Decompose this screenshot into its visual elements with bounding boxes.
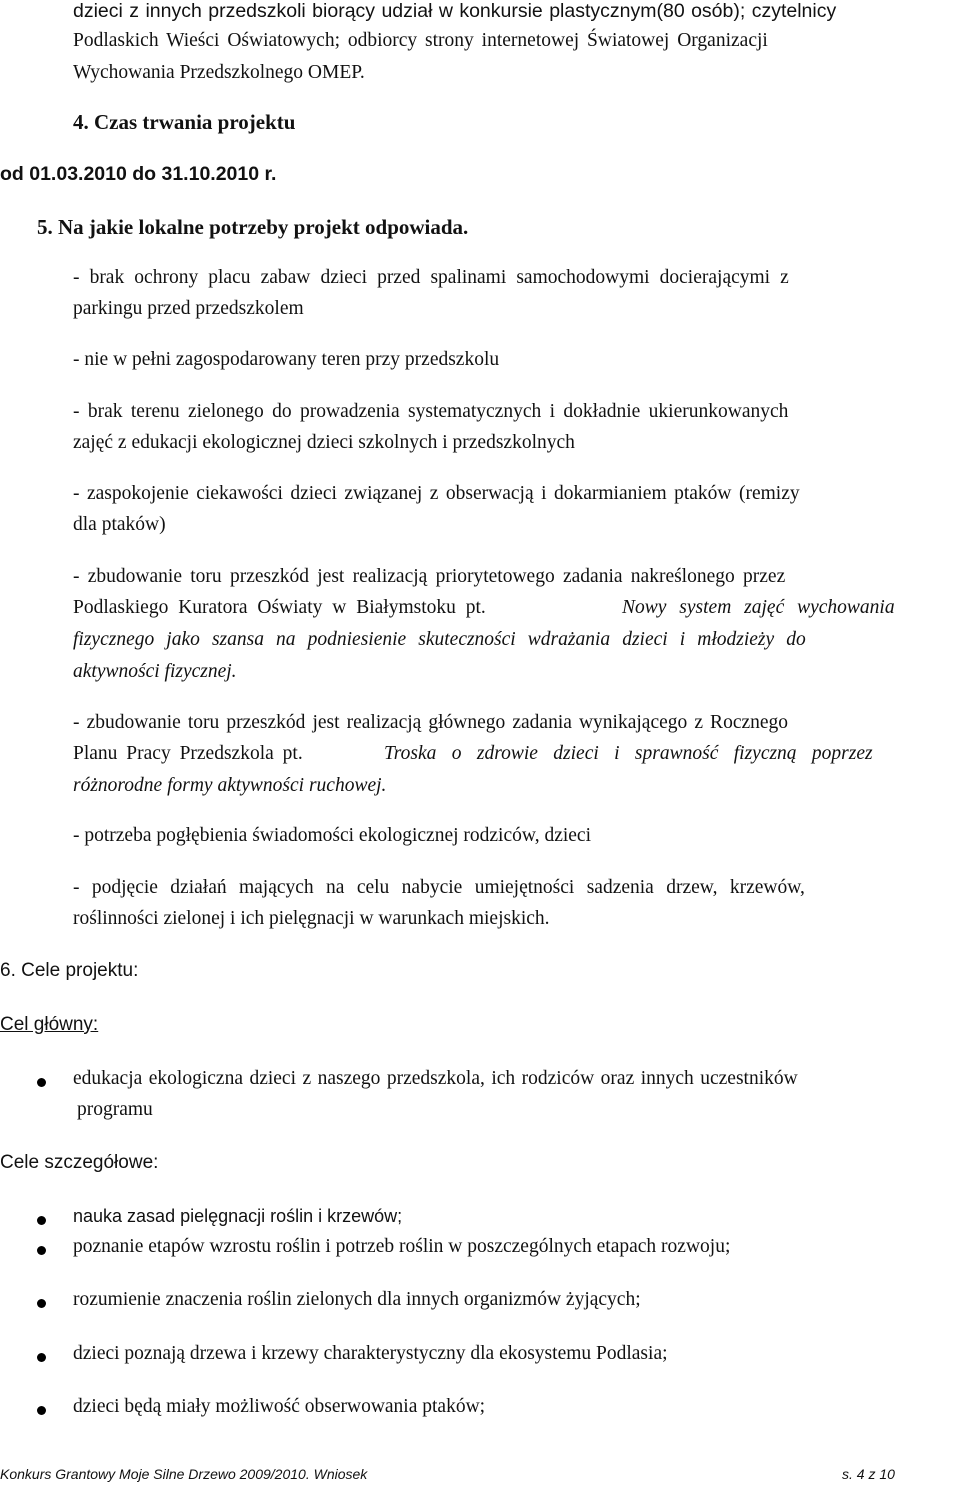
- bullet-icon: [37, 1406, 46, 1415]
- need-item-5-line-2b: [622, 597, 895, 619]
- section-6-heading: 6. Cele projektu:: [0, 960, 139, 981]
- need-item-4-line-2: dla ptaków): [73, 514, 166, 535]
- section-5-heading: 5. Na jakie lokalne potrzeby projekt odpowiada.: [37, 215, 469, 239]
- need-item-6-line-2b: [384, 743, 873, 765]
- need-item-1-line-2: parkingu przed przedszkolem: [73, 298, 304, 319]
- detailed-goal-2: poznanie etapów wzrostu roślin i potrzeb roślin w poszczególnych etapach rozwoju;: [73, 1236, 731, 1257]
- detailed-goal-5: dzieci będą miały możliwość obserwowania ptaków;: [73, 1396, 486, 1417]
- need-item-8-line-2: roślinności zielonej i ich pielęgnacji w warunkach miejskich.: [73, 908, 550, 929]
- need-item-4-line-1: - zaspokojenie ciekawości dzieci związanej z obserwacją i dokarmianiem ptaków (remizy: [73, 483, 800, 504]
- footer-left: Konkurs Grantowy Moje Silne Drzewo 2009/2010. Wniosek: [0, 1466, 368, 1482]
- need-item-6-title-part-1: Troska o zdrowie dzieci i sprawność fizyczną poprzez: [384, 743, 873, 764]
- main-goal-line-2: programu: [77, 1099, 153, 1120]
- bullet-icon: [37, 1216, 46, 1225]
- need-item-3-line-1: - brak terenu zielonego do prowadzenia systematycznych i dokładnie ukierunkowanych: [73, 401, 789, 422]
- need-item-5-line-3: [73, 629, 806, 651]
- need-item-6-line-1: - zbudowanie toru przeszkód jest realizacją głównego zadania wynikającego z Rocznego: [73, 712, 789, 733]
- need-item-1-line-1: - brak ochrony placu zabaw dzieci przed spalinami samochodowymi docierającymi z: [73, 267, 789, 288]
- main-goal-line-1: edukacja ekologiczna dzieci z naszego przedszkola, ich rodziców oraz innych uczestników: [73, 1068, 798, 1089]
- section-4-heading: 4. Czas trwania projektu: [73, 110, 296, 134]
- bullet-icon: [37, 1299, 46, 1308]
- need-item-6-line-2a: Planu Pracy Przedszkola pt.: [73, 743, 303, 764]
- need-item-8-line-1: - podjęcie działań mających na celu nabycie umiejętności sadzenia drzew, krzewów,: [73, 877, 805, 898]
- need-item-5-title-part-2: fizycznego jako szansa na podniesienie skuteczności wdrażania dzieci i młodzieży do: [73, 629, 806, 650]
- need-item-7: - potrzeba pogłębienia świadomości ekologicznej rodziców, dzieci: [73, 825, 591, 846]
- intro-line-1: dzieci z innych przedszkoli biorący udział w konkursie plastycznym(80 osób); czytelnicy: [73, 0, 837, 22]
- bullet-icon: [37, 1078, 46, 1087]
- need-item-2: - nie w pełni zagospodarowany teren przy przedszkolu: [73, 349, 500, 370]
- section-4-value: od 01.03.2010 do 31.10.2010 r.: [0, 163, 277, 185]
- bullet-icon: [37, 1353, 46, 1362]
- bullet-icon: [37, 1246, 46, 1255]
- need-item-5-line-1: - zbudowanie toru przeszkód jest realizacją priorytetowego zadania nakreślonego przez: [73, 566, 786, 587]
- detailed-goal-4: dzieci poznają drzewa i krzewy charakterystyczny dla ekosystemu Podlasia;: [73, 1343, 668, 1364]
- need-item-3-line-2: zajęć z edukacji ekologicznej dzieci szkolnych i przedszkolnych: [73, 432, 575, 453]
- detailed-goals-label: Cele szczegółowe:: [0, 1152, 159, 1173]
- intro-line-2: Podlaskich Wieści Oświatowych; odbiorcy strony internetowej Światowej Organizacji: [73, 30, 768, 51]
- need-item-5-title-part-1: Nowy system zajęć wychowania: [622, 597, 895, 618]
- intro-line-3: Wychowania Przedszkolnego OMEP.: [73, 62, 365, 83]
- main-goal-label: Cel główny:: [0, 1014, 99, 1035]
- detailed-goal-3: rozumienie znaczenia roślin zielonych dla innych organizmów żyjących;: [73, 1289, 641, 1310]
- need-item-6-title-part-2: różnorodne formy aktywności ruchowej.: [73, 775, 387, 796]
- need-item-5-title-part-3: aktywności fizycznej.: [73, 661, 237, 682]
- need-item-6-line-3: [73, 775, 386, 797]
- page-number: s. 4 z 10: [842, 1466, 895, 1482]
- detailed-goal-1: nauka zasad pielęgnacji roślin i krzewów;: [73, 1206, 403, 1226]
- need-item-5-line-2a: Podlaskiego Kuratora Oświaty w Białymstoku pt.: [73, 597, 486, 618]
- need-item-5-line-4: [73, 661, 237, 683]
